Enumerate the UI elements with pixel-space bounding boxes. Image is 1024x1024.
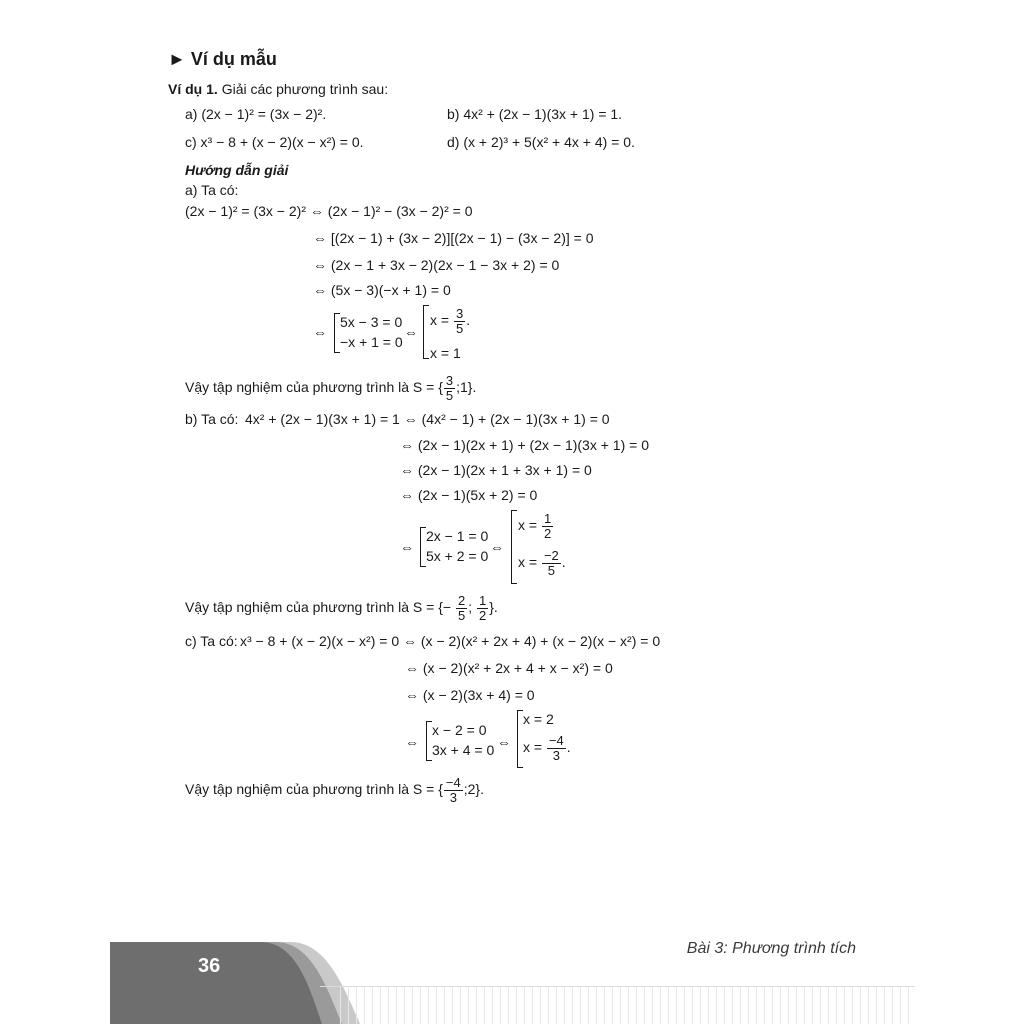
part-b-intro: b) Ta có: [185,411,239,427]
part-a-line-2: ⇔ [(2x − 1) + (3x − 2)][(2x − 1) − (3x − 2)] = 0 [313,230,594,246]
footer-page-tab [110,942,360,1024]
part-b-equiv-2: ⇔ [490,539,504,555]
part-c-sol-r1: x = 2 [523,711,554,727]
part-b-conclusion: Vậy tập nghiệm của phương trình là S = {− $\frac{2}{5}$ ; $\frac{1}{2}$ }. [185,593,498,623]
part-a-sol-r2: x = 1 [430,345,461,361]
example-line [168,80,388,98]
part-c-sys-r1: x − 2 = 0 [432,722,487,738]
chapter-title: Bài 3: Phương trình tích [686,940,856,957]
part-b-sys-r2: 5x + 2 = 0 [426,548,489,564]
part-a-line-1: (2x − 1)² = (3x − 2)² ⇔ (2x − 1)² − (3x − 2)² = 0 [185,203,473,219]
part-a-conclusion: Vậy tập nghiệm của phương trình là S = { $\frac{3}{5}$ ;1}. [185,373,477,403]
part-b-sol-r1: x = $\frac{1}{2}$ [518,510,552,541]
problem-b: b) 4x² + (2x − 1)(3x + 1) = 1. [447,106,623,122]
footer-ruler-pattern [340,986,915,1024]
part-b-sys-r1: 2x − 1 = 0 [426,528,489,544]
part-c-line-2: ⇔ (x − 2)(x² + 2x + 4 + x − x²) = 0 [405,660,613,676]
part-b-line-4: ⇔ (2x − 1)(5x + 2) = 0 [400,487,538,503]
section-title: Ví dụ mẫu [190,49,277,69]
part-c-line-3: ⇔ (x − 2)(3x + 4) = 0 [405,687,535,703]
example-label: Ví dụ 1. [168,81,218,97]
page-number: 36 [198,955,221,977]
part-a-sys-r1: 5x − 3 = 0 [340,314,403,330]
triangle-bullet-icon: ► [168,49,186,69]
part-a-equiv-2: ⇔ [404,324,418,340]
part-b-equiv: ⇔ [400,539,414,555]
part-b-line-2: ⇔ (2x − 1)(2x + 1) + (2x − 1)(3x + 1) = 0 [400,437,649,453]
part-a-intro: a) Ta có: [185,182,239,198]
problem-c: c) x³ − 8 + (x − 2)(x − x²) = 0. [185,134,364,150]
part-a-solution-bracket [423,305,429,359]
part-a-line-4: ⇔ (5x − 3)(−x + 1) = 0 [313,282,451,298]
part-a-equiv: ⇔ [313,324,327,340]
part-c-sys-r2: 3x + 4 = 0 [432,742,495,758]
part-b-sol-r2: x = $\frac{-2}{5}$ . [518,547,566,578]
problem-d: d) (x + 2)³ + 5(x² + 4x + 4) = 0. [447,134,635,150]
example-prompt: Giải các phương trình sau: [221,81,389,97]
part-a-sys-r2: −x + 1 = 0 [340,334,403,350]
part-c-equiv-2: ⇔ [497,734,511,750]
part-b-line-1: 4x² + (2x − 1)(3x + 1) = 1 ⇔ (4x² − 1) + (2x − 1)(3x + 1) = 0 [245,411,610,427]
problem-a: a) (2x − 1)² = (3x − 2)². [185,106,327,122]
part-c-intro: c) Ta có: [185,633,238,649]
part-a-line-3: ⇔ (2x − 1 + 3x − 2)(2x − 1 − 3x + 2) = 0 [313,257,560,273]
part-a-sol-r1: x = $\frac{3}{5}$ . [430,305,471,336]
part-b-solution-bracket [511,510,517,584]
part-b-line-3: ⇔ (2x − 1)(2x + 1 + 3x + 1) = 0 [400,462,592,478]
section-heading [168,50,277,68]
guide-title: Hướng dẫn giải [185,162,289,178]
part-c-conclusion: Vậy tập nghiệm của phương trình là S = { $\frac{-4}{3}$ ;2}. [185,775,484,805]
part-c-line-1: x³ − 8 + (x − 2)(x − x²) = 0 ⇔ (x − 2)(x² + 2x + 4) + (x − 2)(x − x²) = 0 [240,633,661,649]
part-c-sol-r2: x = $\frac{-4}{3}$ . [523,732,571,763]
part-c-equiv: ⇔ [405,734,419,750]
